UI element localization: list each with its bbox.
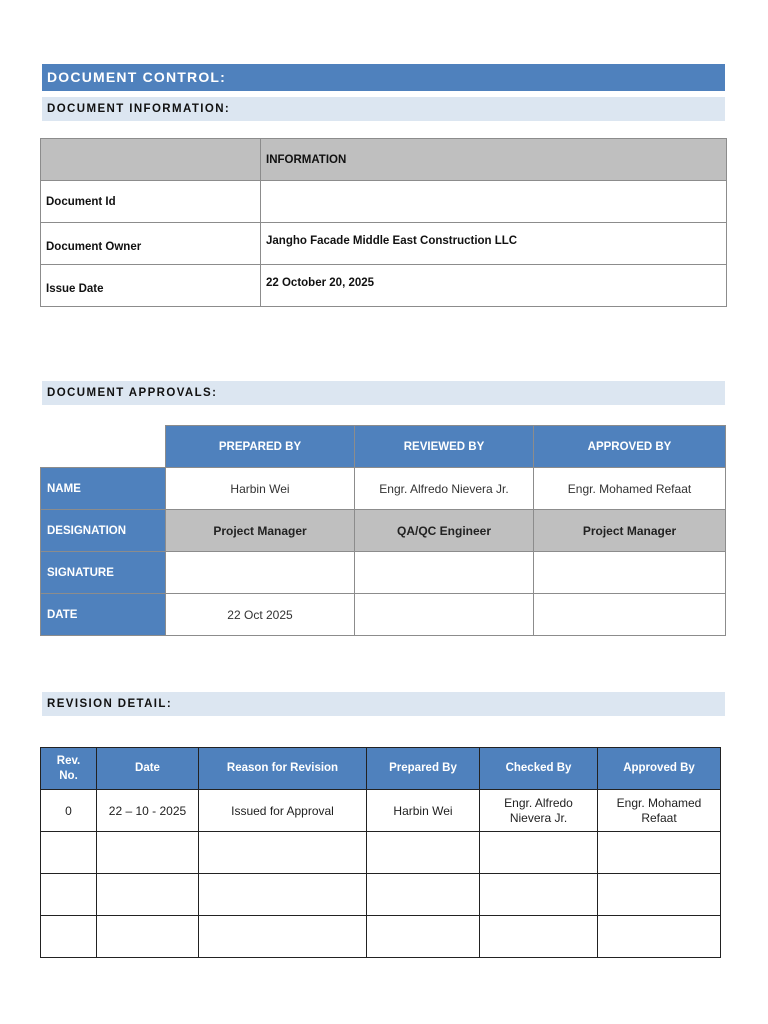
revision-cell: 22 – 10 - 2025	[97, 790, 199, 832]
revision-col-prepared-by: Prepared By	[367, 748, 480, 790]
revision-cell	[480, 874, 598, 916]
revision-row	[41, 916, 721, 958]
revision-cell	[367, 916, 480, 958]
revision-cell: Issued for Approval	[199, 790, 367, 832]
revision-cell	[41, 832, 97, 874]
revision-col-checked-by: Checked By	[480, 748, 598, 790]
revision-detail-table	[40, 747, 721, 958]
revision-cell	[199, 832, 367, 874]
approvals-cell	[355, 594, 534, 636]
info-table-header	[41, 139, 727, 181]
info-label: Document Owner	[41, 223, 261, 265]
revision-cell	[367, 832, 480, 874]
revision-cell	[598, 874, 721, 916]
document-information-table	[40, 138, 727, 307]
approvals-header-blank	[41, 426, 166, 468]
approvals-row-name	[41, 468, 726, 510]
revision-col-date: Date	[97, 748, 199, 790]
approvals-row-signature	[41, 552, 726, 594]
info-header-information: INFORMATION	[261, 139, 727, 181]
approvals-row-label: SIGNATURE	[41, 552, 166, 594]
revision-cell	[41, 874, 97, 916]
approvals-header-row	[41, 426, 726, 468]
approvals-col-prepared-by: PREPARED BY	[166, 426, 355, 468]
revision-row	[41, 790, 721, 832]
revision-cell	[480, 916, 598, 958]
approvals-col-reviewed-by: REVIEWED BY	[355, 426, 534, 468]
approvals-cell: 22 Oct 2025	[166, 594, 355, 636]
revision-cell	[97, 832, 199, 874]
revision-cell	[367, 874, 480, 916]
revision-row	[41, 874, 721, 916]
info-row-document-owner	[41, 223, 727, 265]
info-label: Document Id	[41, 181, 261, 223]
approvals-row-label: DATE	[41, 594, 166, 636]
approvals-cell	[166, 552, 355, 594]
revision-row	[41, 832, 721, 874]
revision-cell	[199, 874, 367, 916]
approvals-cell: Project Manager	[534, 510, 726, 552]
approvals-cell	[534, 552, 726, 594]
approvals-row-label: NAME	[41, 468, 166, 510]
revision-cell: Harbin Wei	[367, 790, 480, 832]
approvals-cell: Engr. Alfredo Nievera Jr.	[355, 468, 534, 510]
info-value	[261, 181, 727, 223]
approvals-cell: Harbin Wei	[166, 468, 355, 510]
revision-cell	[598, 916, 721, 958]
info-row-document-id	[41, 181, 727, 223]
approvals-row-date	[41, 594, 726, 636]
approvals-row-label: DESIGNATION	[41, 510, 166, 552]
approvals-cell	[534, 594, 726, 636]
revision-cell	[480, 832, 598, 874]
approvals-row-designation	[41, 510, 726, 552]
revision-cell	[598, 832, 721, 874]
revision-cell: 0	[41, 790, 97, 832]
revision-col-approved-by: Approved By	[598, 748, 721, 790]
approvals-col-approved-by: APPROVED BY	[534, 426, 726, 468]
approvals-cell	[355, 552, 534, 594]
revision-cell	[199, 916, 367, 958]
revision-header-row	[41, 748, 721, 790]
revision-cell	[41, 916, 97, 958]
revision-detail-title: REVISION DETAIL:	[42, 692, 725, 716]
document-approvals-title: DOCUMENT APPROVALS:	[42, 381, 725, 405]
approvals-cell: QA/QC Engineer	[355, 510, 534, 552]
document-approvals-table	[40, 425, 726, 636]
info-label: Issue Date	[41, 265, 261, 307]
revision-col-rev-no: Rev. No.	[41, 748, 97, 790]
revision-cell: Engr. Alfredo Nievera Jr.	[480, 790, 598, 832]
revision-col-reason: Reason for Revision	[199, 748, 367, 790]
document-information-title: DOCUMENT INFORMATION:	[42, 97, 725, 121]
info-row-issue-date	[41, 265, 727, 307]
revision-cell: Engr. Mohamed Refaat	[598, 790, 721, 832]
document-control-title: DOCUMENT CONTROL:	[42, 64, 725, 91]
info-value: 22 October 20, 2025	[261, 265, 727, 307]
approvals-cell: Engr. Mohamed Refaat	[534, 468, 726, 510]
info-value: Jangho Facade Middle East Construction LLC	[261, 223, 727, 265]
info-header-blank	[41, 139, 261, 181]
revision-cell	[97, 916, 199, 958]
revision-cell	[97, 874, 199, 916]
approvals-cell: Project Manager	[166, 510, 355, 552]
